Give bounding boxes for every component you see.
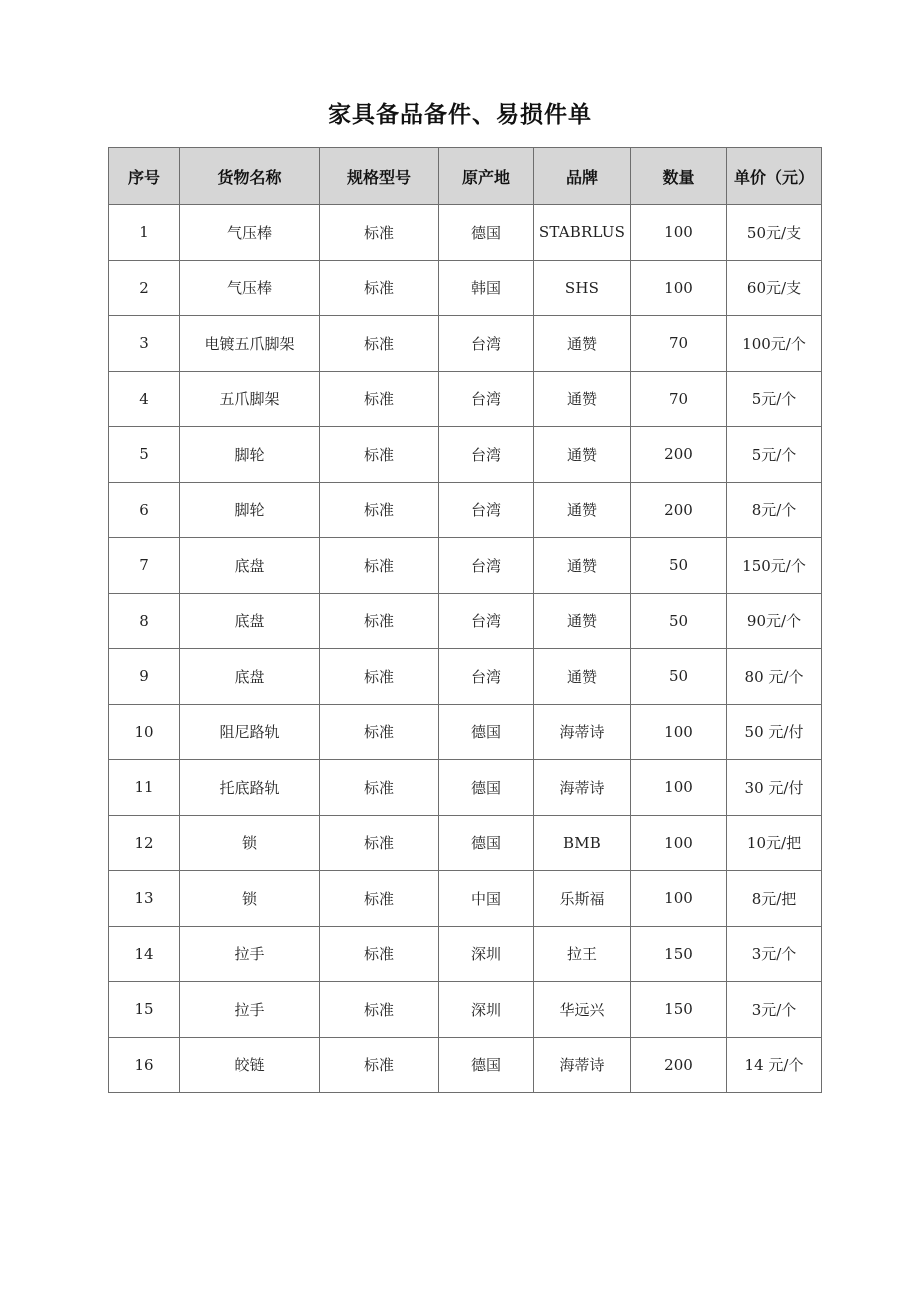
cell-spec: 标准: [320, 649, 439, 705]
cell-brand: STABRLUS: [534, 205, 631, 261]
cell-name: 气压棒: [180, 205, 320, 261]
table-row: [109, 815, 822, 871]
cell-brand: 海蒂诗: [534, 704, 631, 760]
cell-brand: 通赞: [534, 371, 631, 427]
cell-qty: 100: [631, 760, 727, 816]
table-row: [109, 593, 822, 649]
cell-spec: 标准: [320, 982, 439, 1038]
cell-brand: 拉王: [534, 926, 631, 982]
cell-no: 9: [109, 649, 180, 705]
header-name: 货物名称: [180, 148, 320, 205]
cell-no: 16: [109, 1037, 180, 1093]
cell-origin: 台湾: [439, 427, 534, 483]
table-row: [109, 538, 822, 594]
cell-no: 8: [109, 593, 180, 649]
cell-qty: 100: [631, 871, 727, 927]
cell-origin: 台湾: [439, 371, 534, 427]
table-row: [109, 260, 822, 316]
cell-origin: 台湾: [439, 482, 534, 538]
cell-price: 3元/个: [727, 982, 822, 1038]
table-row: [109, 649, 822, 705]
cell-qty: 150: [631, 982, 727, 1038]
table-row: [109, 704, 822, 760]
cell-brand: 通赞: [534, 482, 631, 538]
cell-spec: 标准: [320, 760, 439, 816]
cell-spec: 标准: [320, 482, 439, 538]
cell-brand: 海蒂诗: [534, 760, 631, 816]
table-row: [109, 982, 822, 1038]
cell-name: 托底路轨: [180, 760, 320, 816]
header-spec: 规格型号: [320, 148, 439, 205]
cell-origin: 台湾: [439, 316, 534, 372]
cell-qty: 200: [631, 427, 727, 483]
cell-spec: 标准: [320, 316, 439, 372]
cell-spec: 标准: [320, 371, 439, 427]
cell-price: 3元/个: [727, 926, 822, 982]
header-qty: 数量: [631, 148, 727, 205]
cell-qty: 50: [631, 649, 727, 705]
cell-name: 拉手: [180, 926, 320, 982]
cell-name: 电镀五爪脚架: [180, 316, 320, 372]
cell-no: 14: [109, 926, 180, 982]
table-row: [109, 926, 822, 982]
cell-qty: 100: [631, 815, 727, 871]
cell-brand: 通赞: [534, 649, 631, 705]
cell-brand: 华远兴: [534, 982, 631, 1038]
cell-origin: 中国: [439, 871, 534, 927]
cell-price: 100元/个: [727, 316, 822, 372]
cell-no: 6: [109, 482, 180, 538]
cell-no: 10: [109, 704, 180, 760]
cell-qty: 200: [631, 482, 727, 538]
cell-qty: 100: [631, 260, 727, 316]
table-row: [109, 371, 822, 427]
table-body: [109, 205, 822, 1093]
cell-spec: 标准: [320, 871, 439, 927]
table-row: [109, 482, 822, 538]
cell-price: 30 元/付: [727, 760, 822, 816]
cell-origin: 德国: [439, 1037, 534, 1093]
cell-name: 锁: [180, 815, 320, 871]
cell-origin: 德国: [439, 760, 534, 816]
cell-spec: 标准: [320, 926, 439, 982]
cell-qty: 100: [631, 205, 727, 261]
cell-name: 皎链: [180, 1037, 320, 1093]
cell-no: 15: [109, 982, 180, 1038]
cell-origin: 台湾: [439, 649, 534, 705]
cell-spec: 标准: [320, 205, 439, 261]
cell-name: 底盘: [180, 649, 320, 705]
table-row: [109, 871, 822, 927]
table-row: [109, 316, 822, 372]
cell-name: 底盘: [180, 538, 320, 594]
cell-brand: 通赞: [534, 427, 631, 483]
table-row: [109, 205, 822, 261]
cell-price: 50 元/付: [727, 704, 822, 760]
cell-origin: 深圳: [439, 926, 534, 982]
cell-no: 11: [109, 760, 180, 816]
cell-spec: 标准: [320, 1037, 439, 1093]
cell-price: 60元/支: [727, 260, 822, 316]
cell-qty: 100: [631, 704, 727, 760]
cell-price: 5元/个: [727, 371, 822, 427]
cell-brand: SHS: [534, 260, 631, 316]
cell-name: 气压棒: [180, 260, 320, 316]
cell-qty: 50: [631, 593, 727, 649]
spare-parts-table: [108, 147, 822, 1093]
cell-price: 14 元/个: [727, 1037, 822, 1093]
table-row: [109, 1037, 822, 1093]
cell-name: 阻尼路轨: [180, 704, 320, 760]
cell-price: 10元/把: [727, 815, 822, 871]
cell-origin: 台湾: [439, 593, 534, 649]
header-price: 单价（元）: [727, 148, 822, 205]
cell-no: 5: [109, 427, 180, 483]
cell-origin: 德国: [439, 815, 534, 871]
cell-qty: 70: [631, 371, 727, 427]
cell-qty: 70: [631, 316, 727, 372]
cell-brand: BMB: [534, 815, 631, 871]
cell-price: 150元/个: [727, 538, 822, 594]
cell-origin: 德国: [439, 704, 534, 760]
cell-origin: 深圳: [439, 982, 534, 1038]
cell-name: 拉手: [180, 982, 320, 1038]
cell-name: 底盘: [180, 593, 320, 649]
cell-brand: 通赞: [534, 593, 631, 649]
document-title: 家具备品备件、易损件单: [328, 102, 592, 128]
cell-name: 脚轮: [180, 482, 320, 538]
cell-no: 12: [109, 815, 180, 871]
header-brand: 品牌: [534, 148, 631, 205]
cell-spec: 标准: [320, 260, 439, 316]
cell-spec: 标准: [320, 538, 439, 594]
table-row: [109, 427, 822, 483]
cell-spec: 标准: [320, 427, 439, 483]
cell-no: 3: [109, 316, 180, 372]
cell-no: 1: [109, 205, 180, 261]
cell-no: 4: [109, 371, 180, 427]
cell-no: 7: [109, 538, 180, 594]
table-header-row: [109, 148, 822, 205]
cell-price: 8元/个: [727, 482, 822, 538]
cell-brand: 通赞: [534, 538, 631, 594]
cell-origin: 韩国: [439, 260, 534, 316]
cell-no: 2: [109, 260, 180, 316]
cell-spec: 标准: [320, 815, 439, 871]
cell-price: 5元/个: [727, 427, 822, 483]
cell-price: 80 元/个: [727, 649, 822, 705]
cell-price: 50元/支: [727, 205, 822, 261]
cell-qty: 200: [631, 1037, 727, 1093]
cell-name: 五爪脚架: [180, 371, 320, 427]
cell-brand: 乐斯福: [534, 871, 631, 927]
cell-brand: 通赞: [534, 316, 631, 372]
cell-origin: 台湾: [439, 538, 534, 594]
cell-brand: 海蒂诗: [534, 1037, 631, 1093]
cell-name: 锁: [180, 871, 320, 927]
cell-name: 脚轮: [180, 427, 320, 483]
cell-qty: 50: [631, 538, 727, 594]
header-origin: 原产地: [439, 148, 534, 205]
cell-origin: 德国: [439, 205, 534, 261]
cell-price: 8元/把: [727, 871, 822, 927]
cell-spec: 标准: [320, 704, 439, 760]
table-row: [109, 760, 822, 816]
cell-no: 13: [109, 871, 180, 927]
cell-qty: 150: [631, 926, 727, 982]
header-no: 序号: [109, 148, 180, 205]
cell-price: 90元/个: [727, 593, 822, 649]
cell-spec: 标准: [320, 593, 439, 649]
